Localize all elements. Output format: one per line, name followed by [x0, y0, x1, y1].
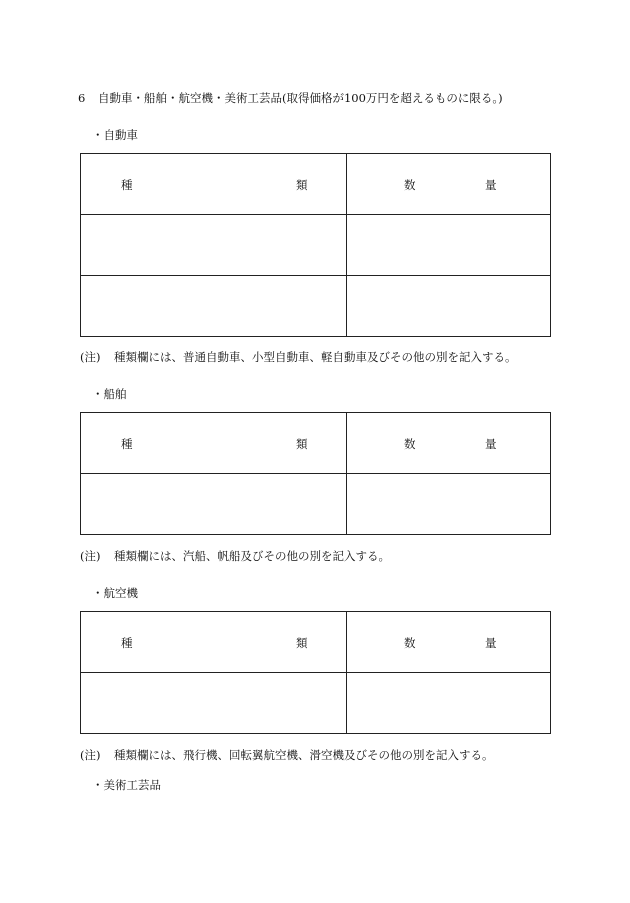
note-text: 種類欄には、飛行機、回転翼航空機、滑空機及びその他の別を記入する。 — [114, 748, 494, 762]
section-heading — [78, 90, 503, 106]
subsection-title-car: ・自動車 — [92, 128, 138, 142]
table-row — [81, 673, 551, 734]
quantity-cell[interactable] — [347, 215, 551, 276]
table-row — [81, 474, 551, 535]
type-header-char: 種 — [121, 437, 133, 451]
note-car — [80, 349, 517, 365]
quantity-header — [347, 612, 551, 673]
section-number: 6 — [78, 91, 86, 105]
subsection-title-aircraft: ・航空機 — [92, 586, 138, 600]
table-row — [81, 215, 551, 276]
type-header-char: 種 — [121, 636, 133, 650]
quantity-header-char: 数 — [404, 636, 416, 650]
table-header-row — [81, 612, 551, 673]
type-cell[interactable] — [81, 215, 347, 276]
subsection-title-ship: ・船舶 — [92, 387, 127, 401]
quantity-header — [347, 413, 551, 474]
quantity-header-char: 量 — [485, 437, 497, 451]
type-cell[interactable] — [81, 673, 347, 734]
note-tag: (注) — [80, 350, 101, 364]
note-text: 種類欄には、普通自動車、小型自動車、軽自動車及びその他の別を記入する。 — [114, 350, 517, 364]
type-header-char: 類 — [296, 437, 308, 451]
type-header-char: 類 — [296, 636, 308, 650]
aircraft-table — [80, 611, 551, 734]
quantity-cell[interactable] — [347, 276, 551, 337]
quantity-cell[interactable] — [347, 673, 551, 734]
type-header — [81, 154, 347, 215]
note-tag: (注) — [80, 748, 101, 762]
note-ship — [80, 548, 390, 564]
note-text: 種類欄には、汽船、帆船及びその他の別を記入する。 — [114, 549, 390, 563]
note-aircraft — [80, 747, 494, 763]
quantity-cell[interactable] — [347, 474, 551, 535]
type-header-char: 類 — [296, 178, 308, 192]
table-row — [81, 276, 551, 337]
table-header-row — [81, 154, 551, 215]
quantity-header — [347, 154, 551, 215]
car-table — [80, 153, 551, 337]
note-tag: (注) — [80, 549, 101, 563]
type-header-char: 種 — [121, 178, 133, 192]
quantity-header-char: 量 — [485, 636, 497, 650]
section-title: 自動車・船舶・航空機・美術工芸品(取得価格が100万円を超えるものに限る。) — [98, 91, 503, 105]
quantity-header-char: 量 — [485, 178, 497, 192]
type-cell[interactable] — [81, 474, 347, 535]
quantity-header-char: 数 — [404, 178, 416, 192]
type-cell[interactable] — [81, 276, 347, 337]
type-header — [81, 413, 347, 474]
ship-table — [80, 412, 551, 535]
type-header — [81, 612, 347, 673]
subsection-title-art: ・美術工芸品 — [92, 778, 161, 792]
quantity-header-char: 数 — [404, 437, 416, 451]
table-header-row — [81, 413, 551, 474]
